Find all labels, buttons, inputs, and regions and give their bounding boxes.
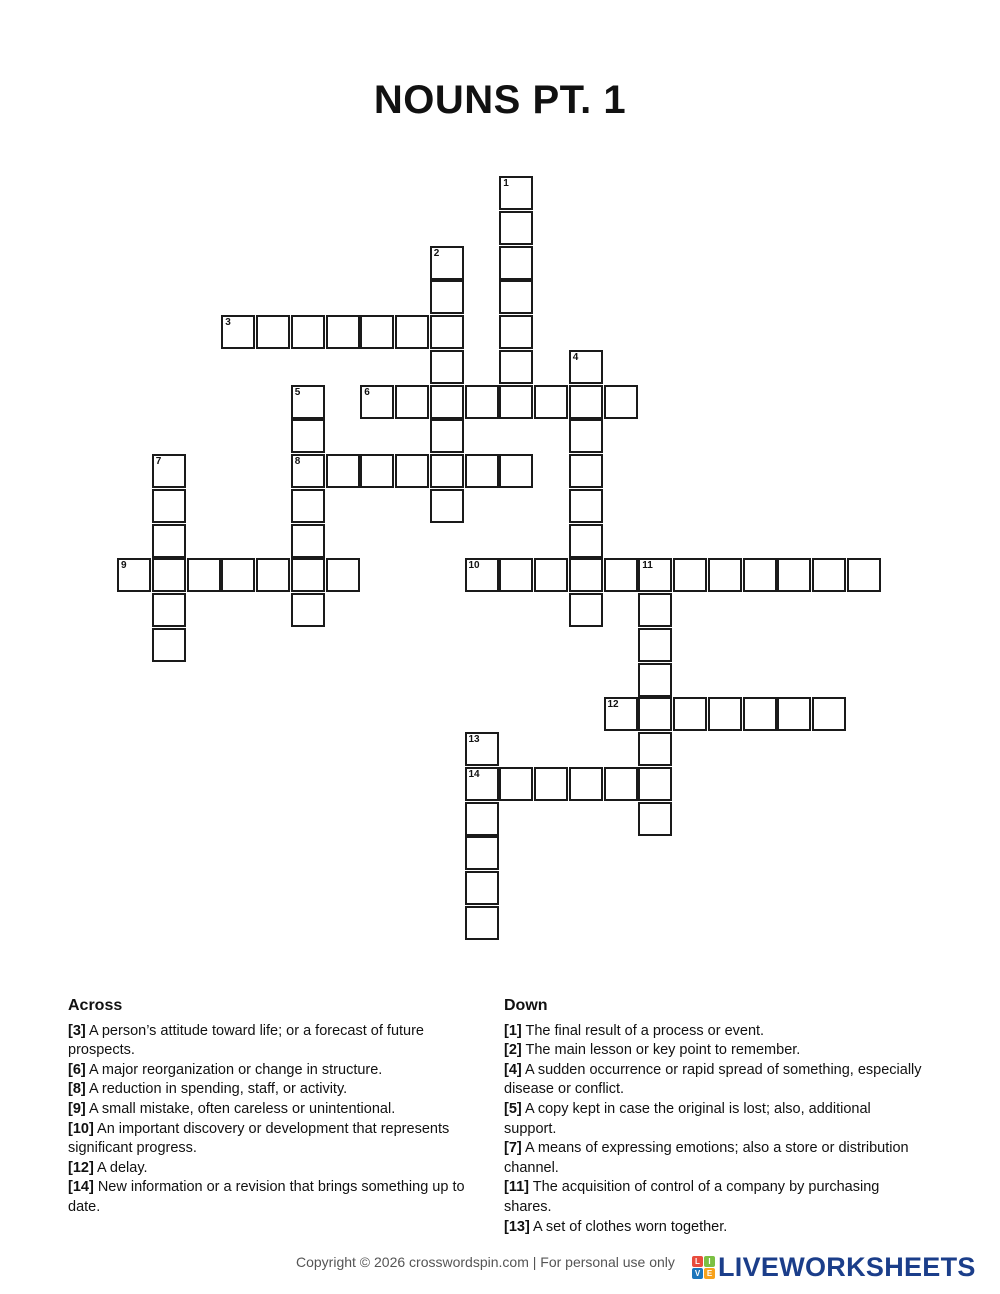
clue-text: A delay. [93, 1159, 148, 1176]
grid-cell[interactable] [812, 558, 846, 592]
down-heading: Down [504, 997, 548, 1014]
grid-cell[interactable] [430, 350, 464, 384]
across-clue [68, 1178, 486, 1217]
grid-cell[interactable] [569, 524, 603, 558]
grid-cell[interactable] [569, 558, 603, 592]
grid-cell[interactable] [326, 454, 360, 488]
clue-number-label: [2] [504, 1042, 522, 1059]
clue-number-label: [4] [504, 1061, 522, 1078]
grid-cell[interactable] [152, 593, 186, 627]
grid-cell[interactable] [638, 593, 672, 627]
clue-number: 12 [607, 699, 619, 711]
grid-cell[interactable] [152, 558, 186, 592]
liveworksheets-logo[interactable] [692, 1252, 976, 1283]
across-heading: Across [68, 997, 123, 1014]
clue-number: 14 [468, 768, 480, 780]
grid-cell[interactable] [604, 558, 638, 592]
grid-cell[interactable] [360, 385, 394, 419]
clue-text: A copy kept in case the original is lost; also, additional support. [504, 1100, 871, 1137]
grid-cell[interactable] [638, 732, 672, 766]
down-clue [504, 1041, 922, 1061]
grid-cell[interactable] [569, 419, 603, 453]
clue-text: The acquisition of control of a company by purchasing shares. [504, 1179, 880, 1215]
clue-number-label: [14] [68, 1179, 94, 1196]
across-clue [68, 1120, 486, 1159]
grid-cell[interactable] [256, 315, 290, 349]
clue-number-label: [8] [68, 1081, 86, 1098]
grid-cell[interactable] [291, 489, 325, 523]
grid-cell[interactable] [221, 558, 255, 592]
clue-number: 13 [468, 734, 480, 745]
grid-cell[interactable] [430, 280, 464, 314]
grid-cell[interactable] [430, 454, 464, 488]
grid-cell[interactable] [465, 558, 499, 592]
grid-cell[interactable] [465, 767, 499, 801]
grid-cell[interactable] [360, 454, 394, 488]
clue-number-label: [9] [68, 1100, 86, 1117]
grid-cell[interactable] [499, 280, 533, 314]
grid-cell[interactable] [465, 906, 499, 940]
grid-cell[interactable] [395, 385, 429, 419]
grid-cell[interactable] [743, 558, 777, 592]
copyright-footer: Copyright © 2026 crosswordspin.com | For personal use only [296, 1254, 675, 1270]
grid-cell[interactable] [430, 246, 464, 280]
grid-cell[interactable] [465, 836, 499, 870]
clue-number: 3 [225, 317, 231, 328]
clue-number-label: [5] [504, 1100, 522, 1117]
clue-number: 11 [642, 560, 653, 572]
grid-cell[interactable] [604, 385, 638, 419]
clue-text: A means of expressing emotions; also a store or distribution channel. [504, 1140, 909, 1176]
clue-number-label: [7] [504, 1140, 522, 1157]
grid-cell[interactable] [777, 558, 811, 592]
clue-number: 10 [468, 560, 480, 572]
clue-number-label: [11] [504, 1179, 529, 1196]
grid-cell[interactable] [291, 419, 325, 453]
logo-letter: I [704, 1256, 715, 1267]
clue-number: 8 [294, 456, 301, 467]
page-title: NOUNS PT. 1 [373, 78, 627, 122]
brand-name: LIVEWORKSHEETS [718, 1252, 976, 1282]
grid-cell[interactable] [465, 732, 499, 766]
clue-number-label: [3] [68, 1022, 86, 1039]
grid-cell[interactable] [777, 697, 811, 731]
down-clue [504, 1139, 922, 1178]
grid-cell[interactable] [395, 315, 429, 349]
clue-text: An important discovery or development that represents significant progress. [68, 1120, 450, 1157]
clue-number: 7 [155, 456, 162, 467]
grid-cell[interactable] [708, 558, 742, 592]
grid-cell[interactable] [499, 454, 533, 488]
grid-cell[interactable] [638, 663, 672, 697]
grid-cell[interactable] [499, 315, 533, 349]
grid-cell[interactable] [465, 385, 499, 419]
grid-cell[interactable] [743, 697, 777, 731]
grid-cell[interactable] [673, 697, 707, 731]
grid-cell[interactable] [569, 593, 603, 627]
grid-cell[interactable] [499, 767, 533, 801]
grid-cell[interactable] [291, 593, 325, 627]
grid-cell[interactable] [847, 558, 881, 592]
clue-text: A major reorganization or change in structure. [85, 1061, 383, 1078]
grid-cell[interactable] [326, 558, 360, 592]
clue-text: A person’s attitude toward life; or a forecast of future prospects. [68, 1022, 424, 1059]
clue-number: 6 [364, 386, 370, 398]
clue-number-label: [12] [68, 1159, 94, 1176]
grid-cell[interactable] [291, 558, 325, 592]
grid-cell[interactable] [812, 697, 846, 731]
logo-letter: E [704, 1268, 715, 1279]
clue-number-label: [10] [68, 1120, 94, 1137]
grid-cell[interactable] [221, 315, 255, 349]
grid-cell[interactable] [569, 489, 603, 523]
logo-letter: V [692, 1268, 703, 1279]
clue-text: A sudden occurrence or rapid spread of something, especially disease or conflict. [504, 1061, 922, 1098]
grid-cell[interactable] [152, 489, 186, 523]
grid-cell[interactable] [499, 385, 533, 419]
clue-number-label: [13] [504, 1218, 530, 1235]
grid-cell[interactable] [326, 315, 360, 349]
grid-cell[interactable] [256, 558, 290, 592]
grid-cell[interactable] [673, 558, 707, 592]
clue-number: 2 [433, 247, 440, 259]
grid-cell[interactable] [360, 315, 394, 349]
clue-number: 5 [294, 386, 301, 398]
grid-cell[interactable] [152, 454, 186, 488]
grid-cell[interactable] [152, 524, 186, 558]
clue-text: A reduction in spending, staff, or activity. [85, 1081, 348, 1098]
grid-cell[interactable] [604, 697, 638, 731]
grid-cell[interactable] [638, 628, 672, 662]
grid-cell[interactable] [534, 767, 568, 801]
grid-cell[interactable] [291, 454, 325, 488]
clue-number-label: [1] [504, 1022, 522, 1039]
grid-cell[interactable] [187, 558, 221, 592]
grid-cell[interactable] [395, 454, 429, 488]
grid-cell[interactable] [291, 315, 325, 349]
liveworksheets-logo-icon [692, 1256, 715, 1279]
grid-cell[interactable] [534, 385, 568, 419]
across-clue-list [68, 1022, 486, 1218]
grid-cell[interactable] [569, 350, 603, 384]
grid-cell[interactable] [569, 385, 603, 419]
grid-cell[interactable] [638, 558, 672, 592]
grid-cell[interactable] [117, 558, 151, 592]
clue-number-label: [6] [68, 1061, 86, 1078]
grid-cell[interactable] [638, 767, 672, 801]
down-clue-list [504, 1022, 922, 1238]
grid-cell[interactable] [499, 211, 533, 245]
grid-cell[interactable] [604, 767, 638, 801]
grid-cell[interactable] [465, 454, 499, 488]
across-clue [68, 1061, 486, 1081]
across-clue [68, 1022, 486, 1061]
grid-cell[interactable] [638, 697, 672, 731]
clue-number: 1 [503, 178, 509, 189]
down-clues [504, 996, 922, 1237]
across-clues [68, 996, 486, 1218]
grid-cell[interactable] [499, 246, 533, 280]
grid-cell[interactable] [430, 315, 464, 349]
across-clue [68, 1159, 486, 1179]
grid-cell[interactable] [499, 558, 533, 592]
grid-cell[interactable] [430, 419, 464, 453]
down-clue [504, 1218, 922, 1238]
across-clue [68, 1080, 486, 1100]
grid-cell[interactable] [499, 176, 533, 210]
grid-cell[interactable] [534, 558, 568, 592]
grid-cell[interactable] [708, 697, 742, 731]
grid-cell[interactable] [152, 628, 186, 662]
grid-cell[interactable] [465, 871, 499, 905]
grid-cell[interactable] [430, 385, 464, 419]
grid-cell[interactable] [430, 489, 464, 523]
grid-cell[interactable] [291, 385, 325, 419]
grid-cell[interactable] [291, 524, 325, 558]
down-clue [504, 1178, 922, 1217]
clue-text: The main lesson or key point to remember. [521, 1042, 801, 1059]
grid-cell[interactable] [569, 454, 603, 488]
grid-cell[interactable] [465, 802, 499, 836]
clue-text: The final result of a process or event. [521, 1022, 765, 1039]
clue-text: New information or a revision that brings something up to date. [68, 1179, 465, 1215]
clue-text: A small mistake, often careless or unintentional. [85, 1100, 396, 1117]
grid-cell[interactable] [638, 802, 672, 836]
down-clue [504, 1022, 922, 1042]
down-clue [504, 1061, 922, 1100]
grid-cell[interactable] [569, 767, 603, 801]
clue-number: 4 [572, 351, 579, 363]
clue-text: A set of clothes worn together. [529, 1218, 728, 1235]
logo-letter: L [692, 1256, 703, 1267]
down-clue [504, 1100, 922, 1139]
grid-cell[interactable] [499, 350, 533, 384]
clue-number: 9 [121, 560, 127, 572]
across-clue [68, 1100, 486, 1120]
